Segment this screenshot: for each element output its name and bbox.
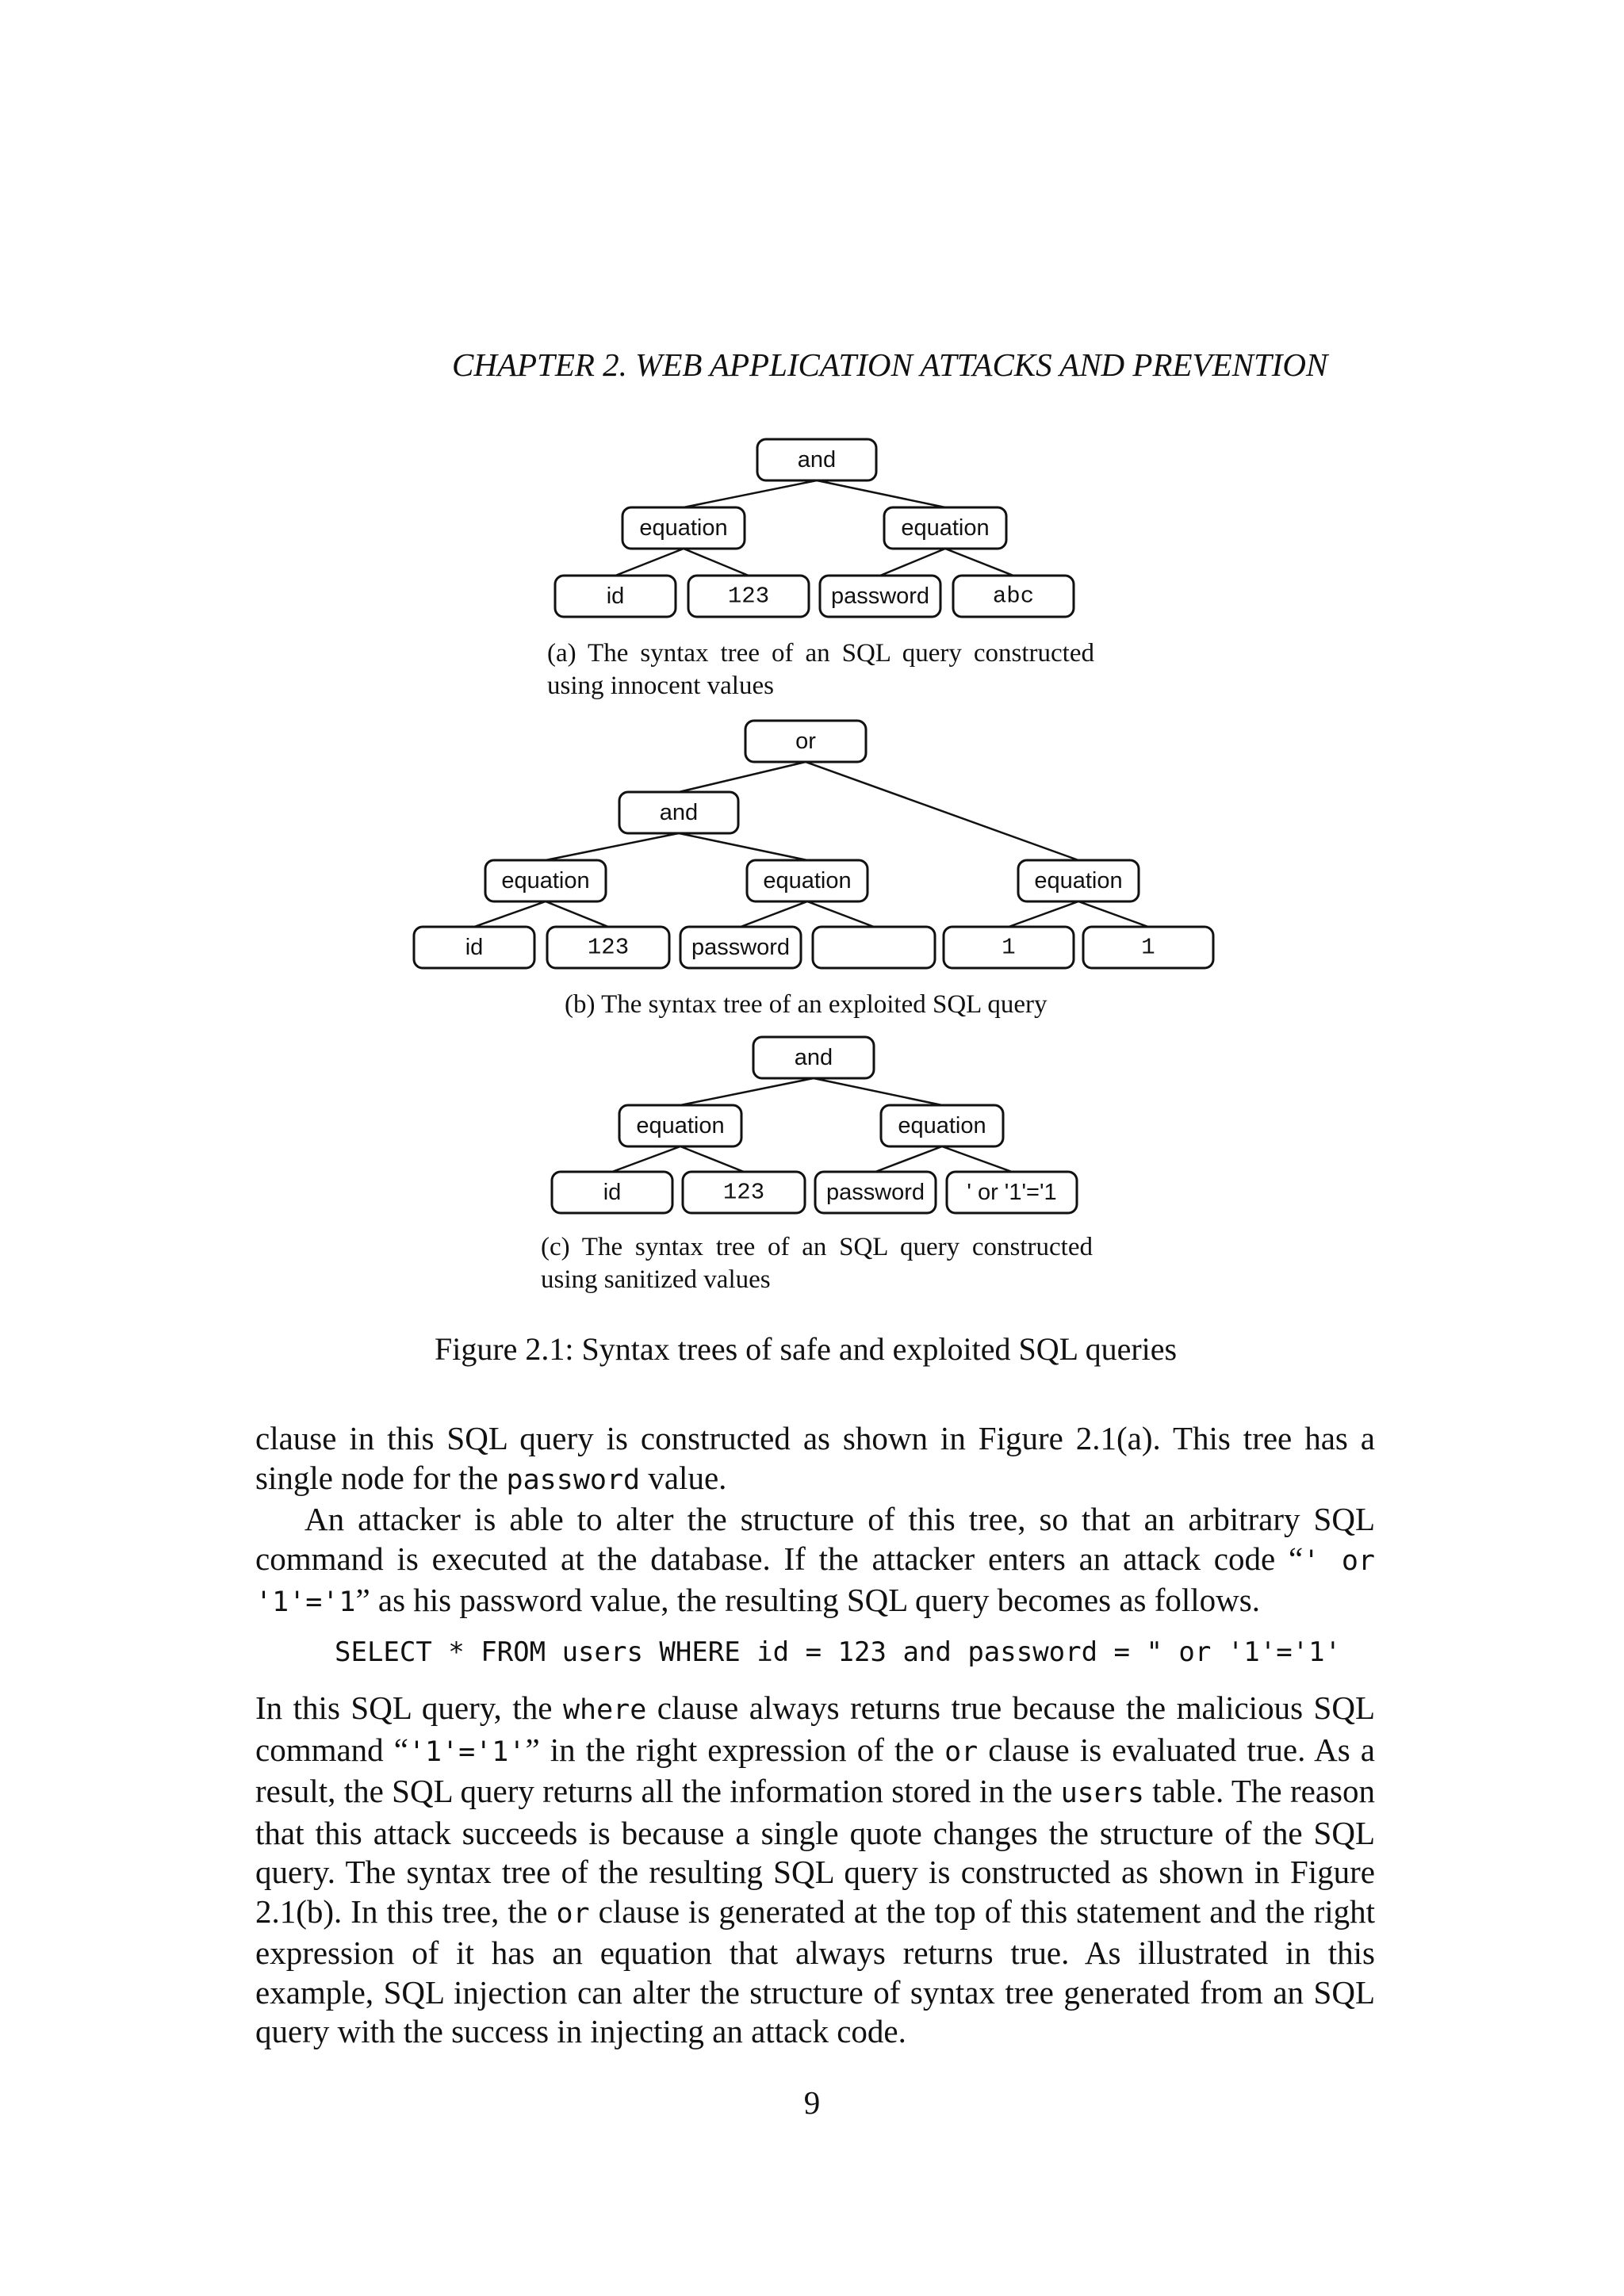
tree-node-n123 <box>683 1172 805 1213</box>
tree-node-and <box>619 792 738 833</box>
tree-edge <box>814 1078 942 1105</box>
tree-node-and <box>757 439 876 480</box>
svg-text:1: 1 <box>1141 934 1155 961</box>
syntax-tree-c <box>0 1031 1624 1229</box>
sql-code-line: SELECT * FROM users WHERE id = 123 and password = " or '1'='1' <box>335 1636 1342 1668</box>
tree-edge <box>615 549 684 576</box>
tree-node-n123 <box>547 927 669 968</box>
svg-text:password: password <box>691 935 791 960</box>
tree-node-id <box>555 576 676 617</box>
tree-node-pw <box>815 1172 936 1213</box>
running-header: CHAPTER 2. WEB APPLICATION ATTACKS AND PREVENTION <box>452 346 1328 383</box>
tree-node-one1 <box>944 927 1074 968</box>
tree-edge <box>684 480 817 507</box>
tree-edge <box>612 1146 680 1172</box>
tree-edge <box>679 762 806 792</box>
svg-text:and: and <box>797 447 837 473</box>
paragraph-2: An attacker is able to alter the structure of this tree, so that an arbitrary SQL command is executed at the database. If the attacker enters an attack code “' or '1'='1” as his password value, the resulting SQL query becomes as follows. <box>255 1501 1375 1618</box>
tree-edge <box>679 833 807 860</box>
tree-edge <box>546 901 608 927</box>
tree-edge <box>1078 901 1148 927</box>
tree-node-eq2 <box>747 860 868 901</box>
svg-text:' or '1'='1: ' or '1'='1 <box>967 1180 1057 1205</box>
svg-text:password: password <box>825 1180 925 1205</box>
tree-node-pw <box>820 576 940 617</box>
tree-node-eq1 <box>485 860 606 901</box>
body-text-lower <box>255 1689 1375 2052</box>
tree-edge <box>807 901 874 927</box>
tree-edge <box>680 1078 814 1105</box>
tree-node-empty <box>813 927 935 968</box>
svg-text:equation: equation <box>639 515 728 541</box>
svg-text:abc: abc <box>992 583 1035 610</box>
tree-edge <box>1009 901 1078 927</box>
svg-text:123: 123 <box>727 583 770 610</box>
tree-edge <box>684 549 749 576</box>
tree-edge <box>474 901 546 927</box>
svg-text:id: id <box>465 935 484 960</box>
subcaption-c: (c) The syntax tree of an SQL query constructed using sanitized values <box>541 1233 1093 1294</box>
svg-text:equation: equation <box>898 1113 986 1138</box>
figure-caption: Figure 2.1: Syntax trees of safe and exploited SQL queries <box>435 1331 1178 1367</box>
svg-text:and: and <box>659 800 699 825</box>
body-text-upper <box>255 1419 1375 1623</box>
tree-node-val <box>947 1172 1077 1213</box>
page-number: 9 <box>803 2084 821 2121</box>
tree-node-eq1 <box>619 1105 741 1146</box>
paragraph-1: clause in this SQL query is constructed as shown in Figure 2.1(a). This tree has a single node for the password value. <box>255 1420 1375 1496</box>
tree-node-eq2 <box>884 507 1006 549</box>
tree-node-eq1 <box>622 507 745 549</box>
svg-text:equation: equation <box>501 868 590 894</box>
tree-edge <box>806 762 1078 860</box>
tree-node-one2 <box>1083 927 1213 968</box>
syntax-tree-a <box>0 436 1624 626</box>
tree-edge <box>945 549 1013 576</box>
tree-node-eq2 <box>881 1105 1003 1146</box>
svg-text:id: id <box>603 1180 622 1205</box>
svg-text:password: password <box>830 584 930 609</box>
tree-edge <box>741 901 807 927</box>
subcaption-a: (a) The syntax tree of an SQL query constructed using innocent values <box>547 639 1094 700</box>
tree-node-n123 <box>688 576 809 617</box>
tree-edge <box>817 480 945 507</box>
svg-text:1: 1 <box>1002 934 1016 961</box>
svg-text:equation: equation <box>1034 868 1123 894</box>
tree-node-eq3 <box>1018 860 1139 901</box>
tree-node-pw <box>680 927 801 968</box>
tree-edge <box>680 1146 744 1172</box>
paragraph-3: In this SQL query, the where clause always returns true because the malicious SQL command “'1'='1'” in the right expression of the or clause is evaluated true. As a result, the SQL query returns all the information stored in the users table. The reason that this attack succeeds is because a single quote changes the structure of the SQL query. The syntax tree of the resulting SQL query is constructed as shown in Figure 2.1(b). In this tree, the or clause is generated at the top of this statement and the right expression of it has an equation that always returns true. As illustrated in this example, SQL injection can alter the structure of syntax tree generated from an SQL query with the success in injecting an attack code. <box>255 1689 1376 2049</box>
tree-node-id <box>552 1172 672 1213</box>
svg-text:123: 123 <box>587 934 630 961</box>
tree-node-or <box>745 721 866 762</box>
svg-text:equation: equation <box>901 515 990 541</box>
svg-text:id: id <box>606 584 625 609</box>
tree-edge <box>875 1146 942 1172</box>
subcaption-b: (b) The syntax tree of an exploited SQL query <box>565 990 1048 1019</box>
tree-edge <box>546 833 679 860</box>
tree-node-and <box>753 1037 874 1078</box>
svg-text:and: and <box>794 1045 833 1070</box>
tree-edge <box>942 1146 1012 1172</box>
tree-node-id <box>414 927 534 968</box>
svg-text:123: 123 <box>722 1179 765 1206</box>
svg-text:or: or <box>795 729 816 754</box>
svg-text:equation: equation <box>636 1113 725 1138</box>
tree-edge <box>880 549 945 576</box>
svg-text:equation: equation <box>763 868 852 894</box>
syntax-tree-b <box>0 714 1624 983</box>
tree-node-abc <box>953 576 1074 617</box>
